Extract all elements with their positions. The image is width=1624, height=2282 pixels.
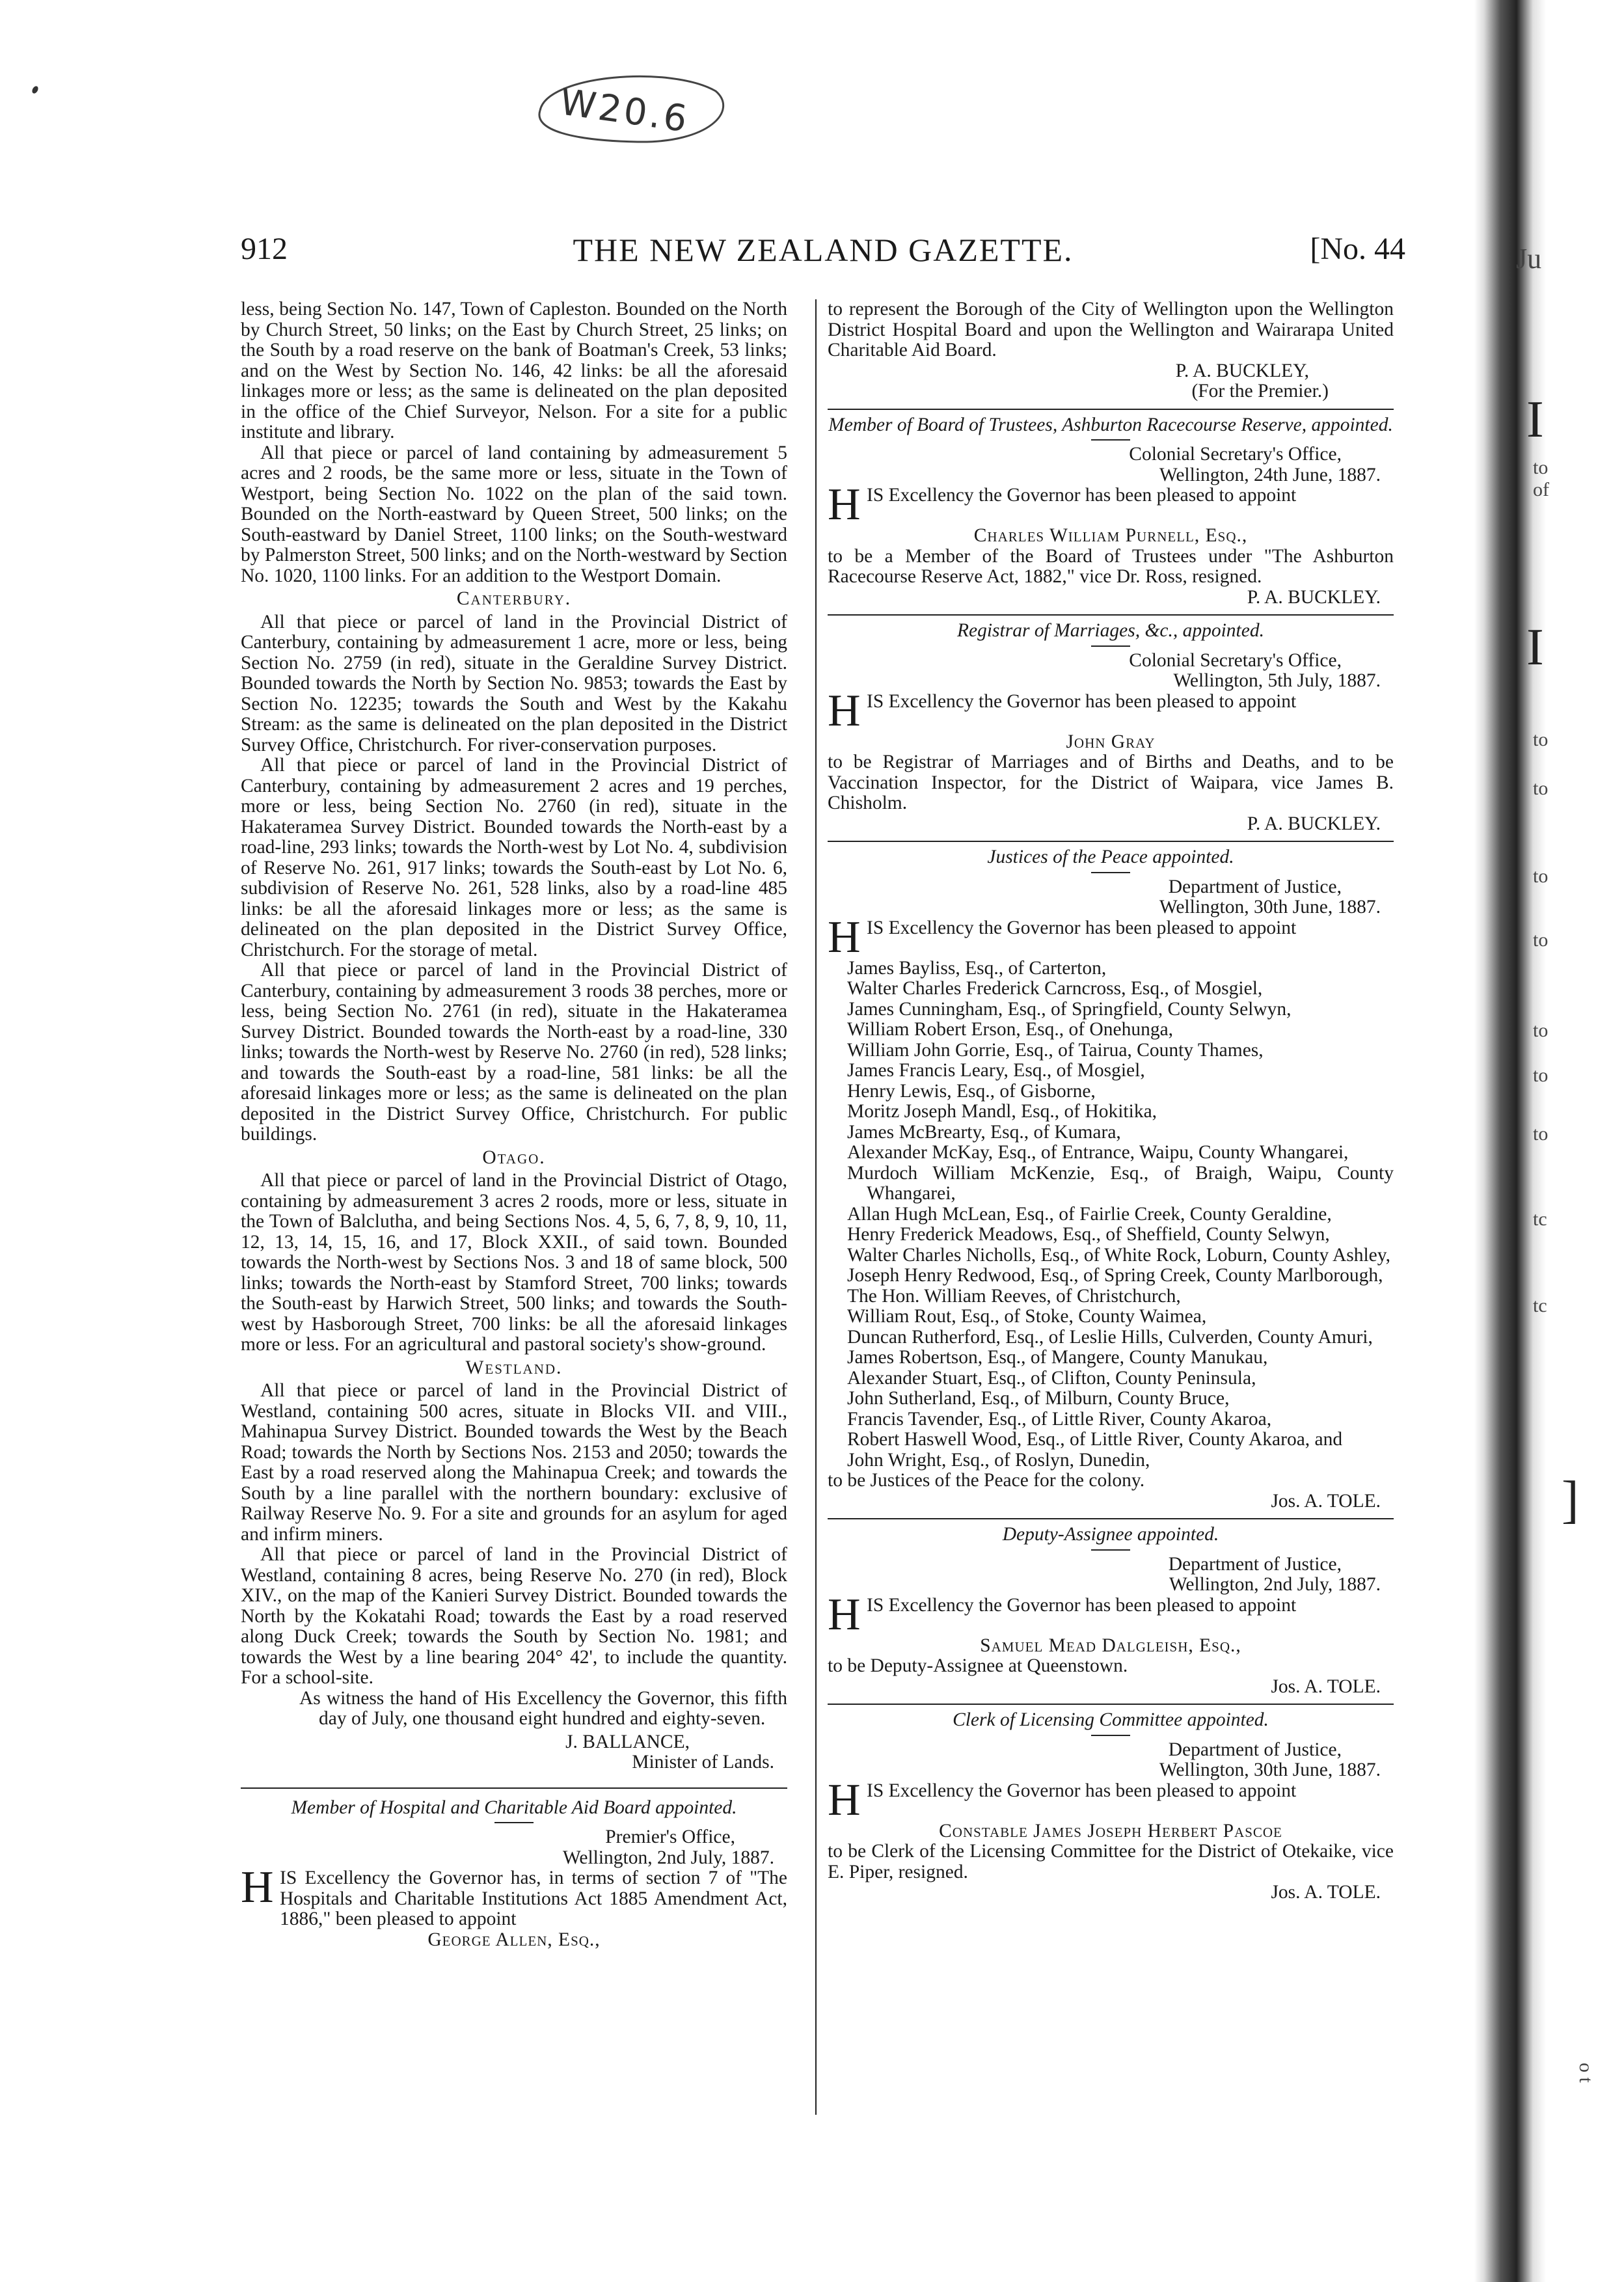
appointee-name: John Gray <box>1066 731 1156 752</box>
edge-fragment: to <box>1533 729 1549 750</box>
appointee-name: Samuel Mead Dalgleish, Esq., <box>980 1635 1241 1656</box>
list-item: Joseph Henry Redwood, Esq., of Spring Creek, County Marlborough, <box>847 1265 1383 1286</box>
page-number: 912 <box>241 232 288 266</box>
divider <box>494 1822 534 1823</box>
list-item: Allan Hugh McLean, Esq., of Fairlie Creek, County Geraldine, <box>847 1203 1332 1225</box>
list-item: The Hon. William Reeves, of Christchurch, <box>847 1285 1181 1307</box>
list-item: Alexander McKay, Esq., of Entrance, Waipu, County Whangarei, <box>847 1142 1349 1163</box>
notice-body <box>241 1862 787 1930</box>
edge-fragment: to <box>1533 1123 1549 1145</box>
edge-fragment: tc <box>1533 1295 1547 1316</box>
list-item: Duncan Rutherford, Esq., of Leslie Hills, Culverden, County Amuri, <box>847 1326 1373 1348</box>
signatory-name: Jos. A. TOLE. <box>1271 1490 1381 1512</box>
notice-body <box>828 685 1394 736</box>
divider <box>828 841 1394 842</box>
drop-cap: H <box>828 1774 861 1825</box>
divider <box>828 1518 1394 1519</box>
notice-title: Member of Hospital and Charitable Aid Board appointed. <box>291 1797 737 1818</box>
drop-cap: H <box>828 1589 861 1640</box>
right-column <box>828 299 1394 1903</box>
appointee-name: George Allen, Esq., <box>427 1929 601 1950</box>
paragraph: All that piece or parcel of land in the Provincial District of Westland, containing 8 acres, being Reserve No. 270 (in red), Block XIV., on the map of the Kanieri Survey District. Bounded towards the North by the Kokatahi Road; towards the East by a road reserved along Duck Creek; towards the South by Section No. 1981; and towards the West by a line bearing 204° 42', to include the quantity. For a school-site. <box>241 1544 787 1688</box>
list-item: Murdoch William McKenzie, Esq., of Braigh, Waipu, County Whangarei, <box>847 1162 1394 1204</box>
paragraph: to be a Member of the Board of Trustees under "The Ashburton Racecourse Reserve Act, 1882," vice Dr. Ross, resigned. <box>828 545 1394 587</box>
notice-title: Registrar of Marriages, &c., appointed. <box>957 620 1264 641</box>
divider <box>828 409 1394 410</box>
signatory-name: P. A. BUCKLEY, <box>1175 360 1309 381</box>
signatory-name: Jos. A. TOLE. <box>1271 1882 1381 1903</box>
witness-clause: As witness the hand of His Excellency the Governor, this fifth day of July, one thousand eight hundred and eighty-seven. <box>299 1687 787 1729</box>
paragraph: to be Clerk of the Licensing Committee for the District of Otekaike, vice E. Piper, resigned. <box>828 1841 1394 1882</box>
list-item: Henry Frederick Meadows, Esq., of Sheffield, County Selwyn, <box>847 1224 1330 1245</box>
date-line: Wellington, 30th June, 1887. <box>1159 1759 1381 1780</box>
signatory-title: (For the Premier.) <box>1191 381 1329 401</box>
divider <box>1091 872 1130 873</box>
list-item: James Francis Leary, Esq., of Mosgiel, <box>847 1060 1145 1081</box>
paragraph: All that piece or parcel of land in the Provincial District of Canterbury, containing by admeasurement 2 acres and 19 perches, more or less, being Section No. 2760 (in red), situate in the Hakateramea Survey District. Bounded towards the North-east by a road-line, 293 links; towards the North-west by Lot No. 4, subdivision of Reserve No. 261, 917 links; towards the South-east by Lot No. 6, subdivision of Reserve No. 261, 528 links, also by a road-line 485 links: be all the aforesaid linkages more or less; as the same is delineated on the plan deposited in the District Survey Office, Christchurch. For the storage of metal. <box>241 755 787 960</box>
appointee-name: Charles William Purnell, Esq., <box>973 525 1248 546</box>
office-line: Colonial Secretary's Office, <box>1129 649 1342 671</box>
edge-fragment: to <box>1533 865 1549 887</box>
list-item: Robert Haswell Wood, Esq., of Little River, County Akaroa, and <box>847 1429 1343 1450</box>
stray-mark <box>31 85 40 94</box>
notice-body-text: IS Excellency the Governor has been pleased to appoint <box>867 690 1297 712</box>
edge-fragment: I <box>1526 619 1544 676</box>
edge-bracket-fragment: ] <box>1562 1471 1579 1528</box>
section-heading-otago: Otago. <box>482 1147 546 1168</box>
drop-cap: H <box>828 685 861 736</box>
drop-cap: H <box>241 1862 274 1912</box>
edge-fragment: Ju <box>1516 243 1542 275</box>
gazette-title: THE NEW ZEALAND GAZETTE. <box>573 232 1074 268</box>
signatory-name: P. A. BUCKLEY. <box>1247 813 1381 834</box>
office-line: Department of Justice, <box>1168 1739 1342 1760</box>
list-item: Henry Lewis, Esq., of Gisborne, <box>847 1080 1096 1102</box>
list-item: John Wright, Esq., of Roslyn, Dunedin, <box>847 1449 1150 1471</box>
drop-cap: H <box>828 480 861 530</box>
list-item: William John Gorrie, Esq., of Tairua, County Thames, <box>847 1039 1264 1061</box>
list-item: Francis Tavender, Esq., of Little River, County Akaroa, <box>847 1408 1272 1430</box>
divider <box>1091 1735 1130 1736</box>
edge-fragment: to <box>1533 929 1549 951</box>
list-item: William Rout, Esq., of Stoke, County Waimea, <box>847 1306 1207 1327</box>
notice-body-text: IS Excellency the Governor has, in terms of section 7 of "The Hospitals and Charitable Institutions Act 1885 Amendment Act, 1886," been pleased to appoint <box>280 1868 787 1929</box>
date-line: Wellington, 30th June, 1887. <box>1159 897 1381 917</box>
divider <box>241 1787 787 1789</box>
list-item: John Sutherland, Esq., of Milburn, County Bruce, <box>847 1388 1230 1409</box>
list-item: James Robertson, Esq., of Mangere, County Manukau, <box>847 1347 1268 1368</box>
divider <box>828 614 1394 616</box>
paragraph: All that piece or parcel of land in the Provincial District of Canterbury, containing by admeasurement 3 roods 38 perches, more or less, being Section No. 2761 (in red), situate in the Hakateramea Survey District. Bounded towards the North-east by a road-line, 330 links; towards the North-west by Reserve No. 2760 (in red), 528 links; and towards the South-east by a road-line, 581 links: be all the aforesaid linkages more or less; as the same is delineated on the plan deposited in the District Survey Office, Christchurch. For public buildings. <box>241 960 787 1145</box>
divider <box>1091 1549 1130 1551</box>
list-item: James Bayliss, Esq., of Carterton, <box>847 957 1107 979</box>
paragraph: to be Registrar of Marriages and of Births and Deaths, and to be Vaccination Inspector, for the District of Waipara, vice James B. Chisholm. <box>828 752 1394 813</box>
issue-number: [No. 44 <box>1310 232 1405 266</box>
divider <box>1091 439 1130 441</box>
office-line: Department of Justice, <box>1168 1553 1342 1575</box>
paragraph: All that piece or parcel of land in the Provincial District of Westland, containing 500 acres, situate in Blocks VII. and VIII., Mahinapua Survey District. Bounded towards the West by the Beach Road; towards the North by Sections Nos. 2153 and 2050; towards the East by a road reserved along the Mahinapua Creek; and towards the South by a line parallel with the northern boundary: exclusive of Railway Reserve No. 9. For a site and grounds for an asylum for aged and infirm miners. <box>241 1380 787 1545</box>
notice-title: Clerk of Licensing Committee appointed. <box>953 1709 1269 1730</box>
edge-fragment: to <box>1533 1065 1549 1086</box>
section-heading-westland: Westland. <box>465 1357 563 1378</box>
list-item: Walter Charles Frederick Carncross, Esq., of Mosgiel, <box>847 978 1263 999</box>
date-line: Wellington, 24th June, 1887. <box>1159 464 1381 485</box>
date-line: Wellington, 2nd July, 1887. <box>562 1847 774 1868</box>
notice-body <box>828 480 1394 530</box>
edge-fragment: to <box>1533 457 1549 478</box>
column-divider <box>815 299 817 2115</box>
notice-body-text: IS Excellency the Governor has been pleased to appoint <box>867 1594 1297 1616</box>
list-item: William Robert Erson, Esq., of Onehunga, <box>847 1019 1174 1040</box>
signatory-name: P. A. BUCKLEY. <box>1247 586 1381 608</box>
paragraph: to be Justices of the Peace for the colony. <box>828 1470 1145 1491</box>
office-line: Department of Justice, <box>1168 876 1342 897</box>
notice-title: Justices of the Peace appointed. <box>987 847 1234 867</box>
edge-fragment: of <box>1533 479 1549 500</box>
notice-body-text: IS Excellency the Governor has been pleased to appoint <box>867 917 1297 938</box>
signatory-name: Jos. A. TOLE. <box>1271 1676 1381 1697</box>
date-line: Wellington, 5th July, 1887. <box>1173 670 1381 691</box>
office-line: Colonial Secretary's Office, <box>1129 444 1342 465</box>
paragraph: All that piece or parcel of land in the Provincial District of Canterbury, containing by admeasurement 1 acre, more or less, being Section No. 2759 (in red), situate in the Geraldine Survey District. Bounded towards the North by Section No. 9853; towards the East by Section No. 12235; towards the South and West by the Kakahu Stream: as the same is delineated on the plan deposited in the District Survey Office, Christchurch. For river-conservation purposes. <box>241 611 787 755</box>
list-item: James Cunningham, Esq., of Springfield, County Selwyn, <box>847 998 1292 1020</box>
edge-fragment: I <box>1526 391 1544 448</box>
edge-fragment: o t <box>1575 2063 1597 2083</box>
list-item: Moritz Joseph Mandl, Esq., of Hokitika, <box>847 1101 1157 1122</box>
handwritten-annotation <box>521 65 742 150</box>
notice-body-text: IS Excellency the Governor has been pleased to appoint <box>867 1780 1297 1801</box>
paragraph: All that piece or parcel of land in the Provincial District of Otago, containing by admeasurement 3 acres 2 roods, more or less, situate in the Town of Balclutha, and being Sections Nos. 4, 5, 6, 7, 8, 9, 10, 11, 12, 13, 14, 15, 16, and 17, Block XXII., of said town. Bounded towards the North-west by Sections Nos. 3 and 18 of same block, 500 links; towards the North-east by Stamford Street, 700 links; towards the South-east by Harwich Street, 500 links; and towards the South-west by Hasborough Street, 700 links: be all the aforesaid linkages more or less. For an agricultural and pastoral society's show-ground. <box>241 1170 787 1355</box>
edge-fragment: to <box>1533 778 1549 799</box>
handwritten-text: W20.6 <box>557 81 692 141</box>
list-item: Walter Charles Nicholls, Esq., of White Rock, Loburn, County Ashley, <box>847 1244 1390 1266</box>
office-line: Premier's Office, <box>605 1827 735 1847</box>
justices-list <box>828 958 1394 1471</box>
divider <box>828 1704 1394 1705</box>
paragraph: to represent the Borough of the City of Wellington upon the Wellington District Hospital Board and upon the Wellington and Wairarapa United Charitable Aid Board. <box>828 299 1394 360</box>
left-column <box>241 299 787 1950</box>
list-item: Alexander Stuart, Esq., of Clifton, County Peninsula, <box>847 1367 1256 1389</box>
divider <box>1091 645 1130 647</box>
paragraph: All that piece or parcel of land containing by admeasurement 5 acres and 2 roods, be the same more or less, situate in the Town of Westport, being Section No. 1022 on the plan of the said town. Bounded on the North-eastward by Queen Street, 500 links; on the South-eastward by Daniel Street, 1100 links; on the South-westward by Palmerston Street, 500 links; and on the North-westward by Section No. 1020, 1100 links. For an addition to the Westport Domain. <box>241 442 787 586</box>
notice-body <box>828 1774 1394 1825</box>
notice-body-text: IS Excellency the Governor has been pleased to appoint <box>867 485 1297 506</box>
page-edge-shadow <box>1474 0 1624 2282</box>
signatory-title: Minister of Lands. <box>632 1752 774 1773</box>
appointee-name: Constable James Joseph Herbert Pascoe <box>939 1820 1282 1841</box>
edge-fragment: to <box>1533 1020 1549 1041</box>
signatory-name: J. BALLANCE, <box>565 1731 690 1752</box>
date-line: Wellington, 2nd July, 1887. <box>1169 1574 1381 1595</box>
list-item: James McBrearty, Esq., of Kumara, <box>847 1121 1121 1143</box>
paragraph: less, being Section No. 147, Town of Capleston. Bounded on the North by Church Street, 50 links; on the East by Church Street, 25 links; on the South by a road reserve on the bank of Boatman's Creek, 53 links; and on the West by Section No. 146, 42 links: be all the aforesaid linkages more or less; as the same is delineated on the plan deposited in the office of the Chief Surveyor, Nelson. For a site for a public institute and library. <box>241 299 787 442</box>
notice-body <box>828 1589 1394 1640</box>
paragraph: to be Deputy-Assignee at Queenstown. <box>828 1655 1128 1676</box>
notice-body <box>828 912 1394 962</box>
edge-fragment: tc <box>1533 1208 1547 1230</box>
page-header <box>241 231 1405 277</box>
notice-title: Deputy-Assignee appointed. <box>1002 1524 1219 1545</box>
drop-cap: H <box>828 912 861 962</box>
section-heading-canterbury: Canterbury. <box>456 588 572 609</box>
notice-title: Member of Board of Trustees, Ashburton Racecourse Reserve, appointed. <box>828 414 1393 435</box>
